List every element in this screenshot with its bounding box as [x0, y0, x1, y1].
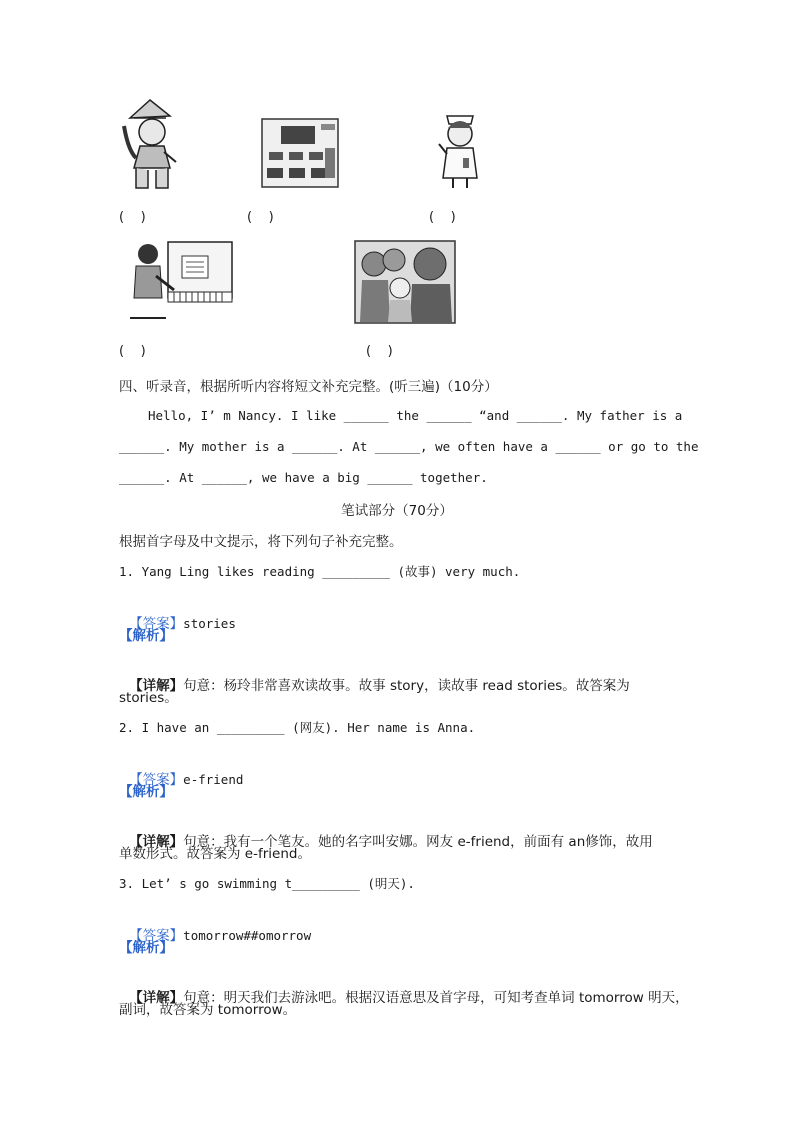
passage-line: Hello, I’ m Nancy. I like ______ the ______ “and ______. My father is a [148, 408, 683, 423]
analysis-tag: 【解析】 [119, 628, 173, 644]
detail-text: 句意：杨玲非常喜欢读故事。故事 story，读故事 read stories。故答案为 [183, 678, 630, 694]
detail-tag: 【详解】 [129, 834, 184, 850]
detail-text: stories。 [119, 690, 178, 706]
picture-nurse [435, 108, 485, 190]
analysis-tag: 【解析】 [119, 940, 173, 956]
answer-text: stories [183, 616, 236, 631]
answer-blank-1: ( ) [119, 210, 146, 225]
answer-tag: 【答案】 [129, 772, 184, 788]
answer-tag: 【答案】 [129, 928, 184, 944]
detail-row [119, 655, 630, 694]
question-stem: 3. Let’ s go swimming t_________ (明天). [119, 876, 415, 891]
detail-text: 单数形式。故答案为 e-friend。 [119, 846, 311, 862]
written-part-title: 笔试部分（70分） [341, 503, 453, 519]
answer-blank-4: ( ) [119, 344, 146, 359]
picture-boy-costume [118, 96, 184, 194]
detail-tag: 【详解】 [129, 678, 184, 694]
detail-text: 句意：我有一个笔友。她的名字叫安娜。网友 e-friend，前面有 an修饰，故用 [183, 834, 653, 850]
passage-line: ______. At ______, we have a big ______ together. [119, 470, 488, 485]
answer-blank-3: ( ) [429, 210, 456, 225]
question-stem: 2. I have an _________ (网友). Her name is Anna. [119, 720, 476, 735]
detail-text: 句意：明天我们去游泳吧。根据汉语意思及首字母，可知考查单词 tomorrow 明天， [183, 990, 689, 1006]
answer-tag: 【答案】 [129, 616, 184, 632]
analysis-tag: 【解析】 [119, 784, 173, 800]
detail-tag: 【详解】 [129, 990, 184, 1006]
section-4-heading: 四、听录音，根据所听内容将短文补充完整。(听三遍)（10分） [119, 379, 498, 395]
answer-blank-2: ( ) [247, 210, 274, 225]
passage-line: ______. My mother is a ______. At ______, we often have a ______ or go to the [119, 439, 699, 454]
question-stem: 1. Yang Ling likes reading _________ (故事) very much. [119, 564, 521, 579]
answer-text: e-friend [183, 772, 244, 787]
written-instruction: 根据首字母及中文提示，将下列句子补充完整。 [119, 534, 403, 550]
answer-text: tomorrow##omorrow [183, 928, 312, 943]
detail-text: 副词，故答案为 tomorrow。 [119, 1002, 297, 1018]
picture-classroom [261, 118, 339, 188]
answer-blank-5: ( ) [366, 344, 393, 359]
picture-family-photo [354, 240, 456, 324]
picture-playing-piano [126, 240, 234, 320]
